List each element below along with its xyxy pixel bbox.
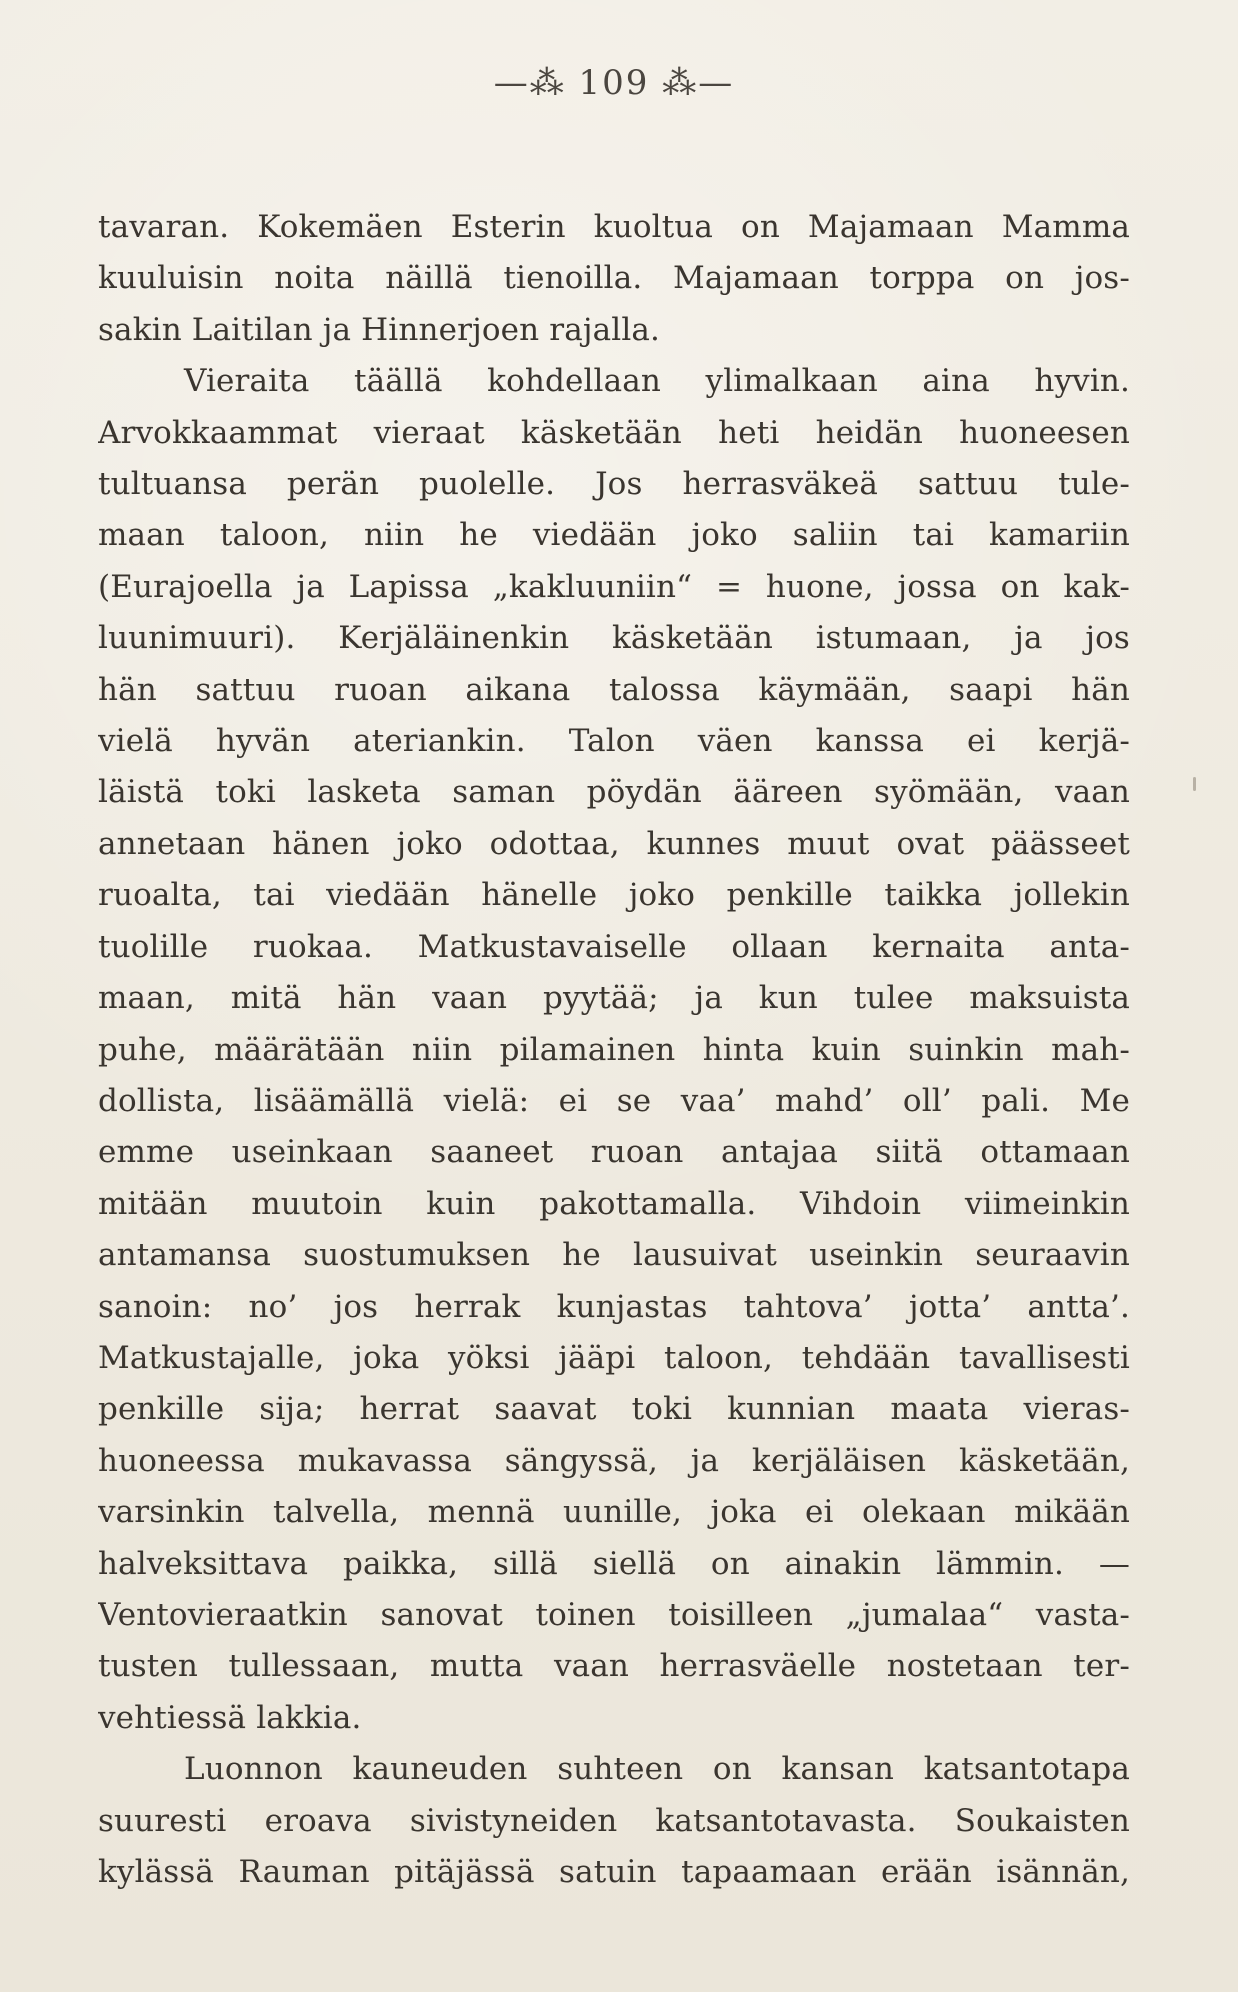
text-line-13: annetaan hänen joko odottaa, kunnes muut ovat päässeet — [98, 825, 1130, 862]
text-line-18: dollista, lisäämällä vielä: ei se vaa’ mahd’ oll’ pali. Me — [98, 1082, 1130, 1119]
text-line-20: mitään muutoin kuin pakottamalla. Vihdoin viimeinkin — [98, 1185, 1130, 1222]
text-line-16: maan, mitä hän vaan pyytää; ja kun tulee maksuista — [98, 980, 1130, 1017]
page-body-text — [98, 202, 1130, 1898]
text-line-12: läistä toki lasketa saman pöydän ääreen syömään, vaan — [98, 774, 1130, 811]
text-line-15: tuolille ruokaa. Matkustavaiselle ollaan kernaita anta- — [98, 928, 1130, 965]
text-line-19: emme useinkaan saaneet ruoan antajaa siitä ottamaan — [98, 1134, 1130, 1171]
text-line-11: vielä hyvän ateriankin. Talon väen kanssa ei kerjä- — [98, 723, 1130, 760]
text-line-06: tultuansa perän puolelle. Jos herrasväkeä sattuu tule- — [98, 466, 1130, 503]
text-line-04: Vieraita täällä kohdellaan ylimalkaan aina hyvin. — [184, 363, 1130, 400]
text-line-31: Luonnon kauneuden suhteen on kansan katsantotapa — [184, 1751, 1130, 1788]
text-line-01: tavaran. Kokemäen Esterin kuoltua on Majamaan Mamma — [98, 209, 1130, 245]
text-line-27: halveksittava paikka, sillä siellä on ainakin lämmin. — — [98, 1545, 1130, 1582]
text-line-05: Arvokkaammat vieraat käsketään heti heidän huoneesen — [98, 414, 1130, 451]
text-line-03: sakin Laitilan ja Hinnerjoen rajalla. — [98, 311, 661, 348]
text-line-25: huoneessa mukavassa sängyssä, ja kerjäläisen käsketään, — [98, 1442, 1130, 1479]
text-line-10: hän sattuu ruoan aikana talossa käymään, saapi hän — [98, 671, 1130, 708]
text-line-32: suuresti eroava sivistyneiden katsantotavasta. Soukaisten — [98, 1802, 1130, 1839]
text-line-28: Ventovieraatkin sanovat toinen toisilleen „jumalaa“ vasta- — [98, 1596, 1130, 1633]
text-line-02: kuuluisin noita näillä tienoilla. Majamaan torppa on jos- — [98, 260, 1130, 297]
text-line-09: luunimuuri). Kerjäläinenkin käsketään istumaan, ja jos — [98, 620, 1130, 657]
text-line-23: Matkustajalle, joka yöksi jääpi taloon, tehdään tavallisesti — [98, 1339, 1130, 1376]
text-line-26: varsinkin talvella, mennä uunille, joka ei olekaan mikään — [98, 1494, 1130, 1531]
text-line-21: antamansa suostumuksen he lausuivat useinkin seuraavin — [98, 1237, 1130, 1274]
text-line-29: tusten tullessaan, mutta vaan herrasväelle nostetaan ter- — [98, 1648, 1130, 1685]
text-line-22: sanoin: no’ jos herrak kunjastas tahtova’ jotta’ antta’. — [98, 1288, 1130, 1325]
text-line-24: penkille sija; herrat saavat toki kunnian maata vieras- — [98, 1391, 1130, 1428]
text-line-33: kylässä Rauman pitäjässä satuin tapaamaan erään isännän, — [98, 1854, 1130, 1890]
text-line-14: ruoalta, tai viedään hänelle joko penkille taikka jollekin — [98, 877, 1130, 914]
paper-speck — [1193, 777, 1196, 791]
text-line-17: puhe, määrätään niin pilamainen hinta kuin suinkin mah- — [98, 1031, 1130, 1068]
text-line-30: vehtiessä lakkia. — [98, 1699, 362, 1736]
text-line-07: maan taloon, niin he viedään joko saliin tai kamariin — [98, 517, 1130, 554]
running-head: —⁂ 109 ⁂— — [493, 63, 735, 103]
text-line-08: (Eurajoella ja Lapissa „kakluuniin“ = huone, jossa on kak- — [98, 568, 1130, 605]
